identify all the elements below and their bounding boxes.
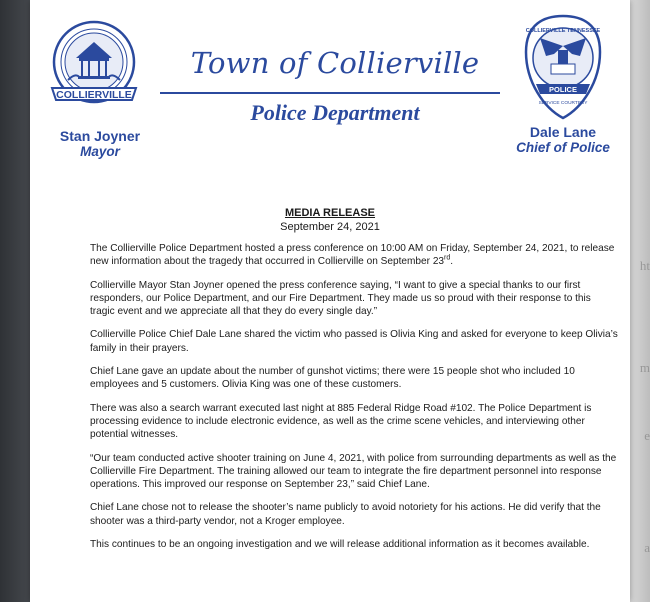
background-text: ht: [639, 258, 650, 273]
background-right: [630, 0, 650, 602]
svg-text:SERVICE COURTESY: SERVICE COURTESY: [538, 101, 588, 106]
mayor-role: Mayor: [80, 144, 120, 159]
paragraph: There was also a search warrant executed last night at 885 Federal Ridge Road #102. The Police Department is processing evidence to include electronic evidence, as well as the crime scene vehicles, and interviewing other potential witnesses.: [90, 402, 592, 441]
paragraph: Collierville Police Chief Dale Lane shared the victim who passed is Olivia King and asked for everyone to keep Olivia’s family in their prayers.: [90, 329, 618, 354]
release-date: September 24, 2021: [280, 221, 380, 233]
paragraph: “Our team conducted active shooter training on June 4, 2021, with police from surrounding departments as well as the Collierville Fire Department. The training allowed our team to integrate the fire department personnel into response operations. This improved our response on September 23,” said Chief Lane.: [90, 452, 617, 491]
paragraph: The Collierville Police Department hosted a press conference on 10:00 AM on Friday, September 24, 2021, to release new information about the tragedy that occurred in Collierville on September 23rd.: [90, 243, 615, 268]
svg-text:POLICE: POLICE: [549, 85, 577, 94]
mayor-name: Stan Joyner: [59, 128, 141, 144]
background-text: m: [639, 360, 650, 375]
paragraph: This continues to be an ongoing investigation and we will release additional information as it becomes available.: [90, 539, 590, 551]
mayor-block: [40, 128, 160, 159]
release-heading: MEDIA RELEASE: [284, 207, 376, 219]
press-release-page: [30, 0, 630, 602]
chief-name: Dale Lane: [529, 124, 597, 140]
department-title: Police Department: [250, 100, 420, 125]
police-badge-icon: [520, 12, 606, 124]
chief-block: [496, 124, 630, 155]
release-header: [30, 206, 630, 234]
chief-role: Chief of Police: [516, 140, 610, 155]
paragraph: Chief Lane gave an update about the number of gunshot victims; there were 15 people shot who included 10 employees and 5 customers. Olivia King was one of these customers.: [90, 366, 575, 391]
background-text: a: [644, 540, 650, 555]
release-body: [90, 242, 618, 561]
svg-text:COLLIERVILLE TENNESSEE: COLLIERVILLE TENNESSEE: [525, 28, 601, 34]
svg-text:COLLIERVILLE: COLLIERVILLE: [56, 89, 132, 101]
paragraph: Chief Lane chose not to release the shooter’s name publicly to avoid notoriety for his actions. He did verify that the shooter was a third-party vendor, not a Kroger employee.: [90, 502, 601, 527]
paragraph: Collierville Mayor Stan Joyner opened the press conference saying, “I want to give a special thanks to our first responders, our Police Department, and our Fire Department. They made us so proud with their response to this tragic event and we appreciate all that they do every single day.”: [90, 279, 591, 318]
title-divider: [160, 92, 500, 94]
background-left: [0, 0, 30, 602]
background-text: e: [644, 428, 650, 443]
town-seal-icon: [46, 18, 142, 114]
town-title: Town of Collierville: [190, 46, 480, 80]
